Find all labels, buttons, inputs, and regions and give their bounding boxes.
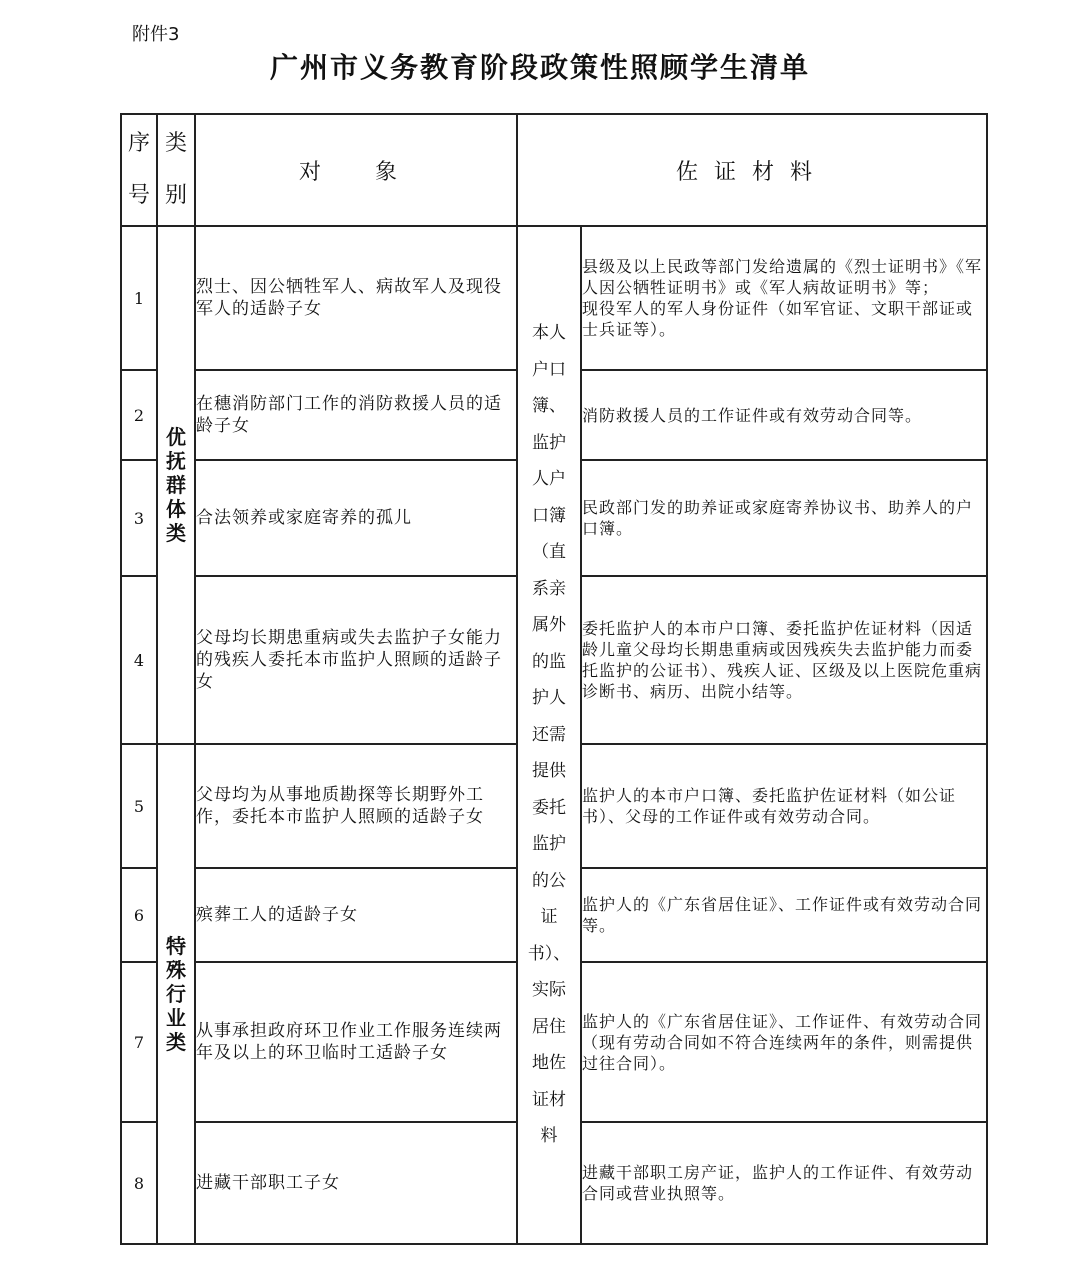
row-materials (581, 1122, 987, 1244)
row-number: 4 (121, 576, 157, 744)
row-target: 殡葬工人的适龄子女 (195, 868, 517, 962)
row-number: 8 (121, 1122, 157, 1244)
material-line: 消防救援人员的工作证件或有效劳动合同等。 (582, 405, 923, 425)
material-line: 委托监护人的本市户口簿、委托监护佐证材料（因适龄儿童父母均长期患重病或因残疾失去监护能力而委托监护的公证书）、残疾人证、区级及以上医院危重病诊断书、病历、出院小结等。 (582, 619, 983, 701)
table-header-row (121, 114, 987, 226)
common-materials-line: 提供 (532, 761, 566, 782)
header-category-char: 类 (164, 131, 187, 156)
row-target: 从事承担政府环卫作业工作服务连续两年及以上的环卫临时工适龄子女 (195, 962, 517, 1122)
common-materials-line: 证 (540, 907, 558, 928)
common-materials-line: 证材 (532, 1089, 566, 1110)
common-materials-line: 实际 (532, 980, 566, 1001)
common-materials-line: 系亲 (532, 578, 566, 599)
row-number: 5 (121, 744, 157, 868)
category-char: 抚 (166, 449, 186, 473)
row-materials (581, 576, 987, 744)
category-char: 群 (166, 473, 186, 497)
category-teshu (157, 744, 195, 1244)
common-materials-line: 簿、 (532, 396, 566, 417)
row-number: 6 (121, 868, 157, 962)
header-no-char: 序 (127, 131, 150, 156)
category-char: 体 (166, 497, 186, 521)
row-number: 3 (121, 460, 157, 576)
common-materials-line: 属外 (532, 615, 566, 636)
header-category (157, 114, 195, 226)
header-no (121, 114, 157, 226)
row-number: 1 (121, 226, 157, 370)
common-materials-line: 料 (540, 1126, 558, 1147)
common-materials (517, 226, 581, 1244)
category-char: 类 (166, 1030, 186, 1054)
header-no-char: 号 (127, 183, 150, 208)
header-materials: 佐证材料 (517, 114, 987, 226)
common-materials-line: 委托 (532, 797, 566, 818)
table-row (121, 226, 987, 370)
material-line: 县级及以上民政等部门发给遗属的《烈士证明书》《军人因公牺牲证明书》或《军人病故证明书》等； (582, 257, 983, 297)
policy-student-table (120, 113, 988, 1245)
material-line: 监护人的《广东省居住证》、工作证件、有效劳动合同（现有劳动合同如不符合连续两年的条件，则需提供过往合同）。 (582, 1011, 983, 1073)
row-target: 父母均为从事地质勘探等长期野外工作，委托本市监护人照顾的适龄子女 (195, 744, 517, 868)
common-materials-line: 的公 (532, 870, 566, 891)
page-title: 广州市义务教育阶段政策性照顾学生清单 (269, 51, 810, 84)
common-materials-line: （直 (532, 542, 566, 563)
material-line: 民政部门发的助养证或家庭寄养协议书、助养人的户口簿。 (582, 498, 974, 538)
row-target: 进藏干部职工子女 (195, 1122, 517, 1244)
common-materials-line: 护人 (532, 688, 566, 709)
common-materials-line: 书）、 (527, 943, 571, 964)
header-target: 对 象 (195, 114, 517, 226)
common-materials-line: 地佐 (532, 1053, 566, 1074)
row-number: 7 (121, 962, 157, 1122)
material-line: 监护人的本市户口簿、委托监护佐证材料（如公证书）、父母的工作证件或有效劳动合同。 (582, 786, 957, 826)
category-youfu (157, 226, 195, 744)
header-category-char: 别 (164, 183, 187, 208)
category-char: 殊 (166, 958, 186, 982)
row-materials (581, 962, 987, 1122)
category-char: 特 (166, 934, 186, 958)
material-line: 进藏干部职工房产证，监护人的工作证件、有效劳动合同或营业执照等。 (582, 1163, 974, 1203)
common-materials-line: 人户 (532, 469, 566, 490)
material-line: 监护人的《广东省居住证》、工作证件或有效劳动合同等。 (582, 895, 983, 935)
attachment-label: 附件3 (132, 24, 180, 45)
common-materials-line: 监护 (532, 432, 566, 453)
row-materials (581, 868, 987, 962)
row-target: 合法领养或家庭寄养的孤儿 (195, 460, 517, 576)
row-materials (581, 460, 987, 576)
common-materials-line: 本人 (532, 323, 566, 344)
row-materials (581, 226, 987, 370)
common-materials-line: 口簿 (532, 505, 566, 526)
common-materials-line: 户口 (532, 359, 566, 380)
row-target: 在穗消防部门工作的消防救援人员的适龄子女 (195, 370, 517, 460)
row-target: 父母均长期患重病或失去监护子女能力的残疾人委托本市监护人照顾的适龄子女 (195, 576, 517, 744)
category-char: 类 (166, 521, 186, 545)
row-materials (581, 744, 987, 868)
category-char: 行 (166, 982, 186, 1006)
row-number: 2 (121, 370, 157, 460)
row-target: 烈士、因公牺牲军人、病故军人及现役军人的适龄子女 (195, 226, 517, 370)
common-materials-line: 居住 (532, 1016, 566, 1037)
common-materials-line: 的监 (532, 651, 566, 672)
category-char: 业 (166, 1006, 186, 1030)
row-materials (581, 370, 987, 460)
common-materials-line: 监护 (532, 834, 566, 855)
material-line: 现役军人的军人身份证件（如军官证、文职干部证或士兵证等）。 (582, 299, 974, 339)
common-materials-line: 还需 (532, 724, 566, 745)
category-char: 优 (166, 425, 186, 449)
